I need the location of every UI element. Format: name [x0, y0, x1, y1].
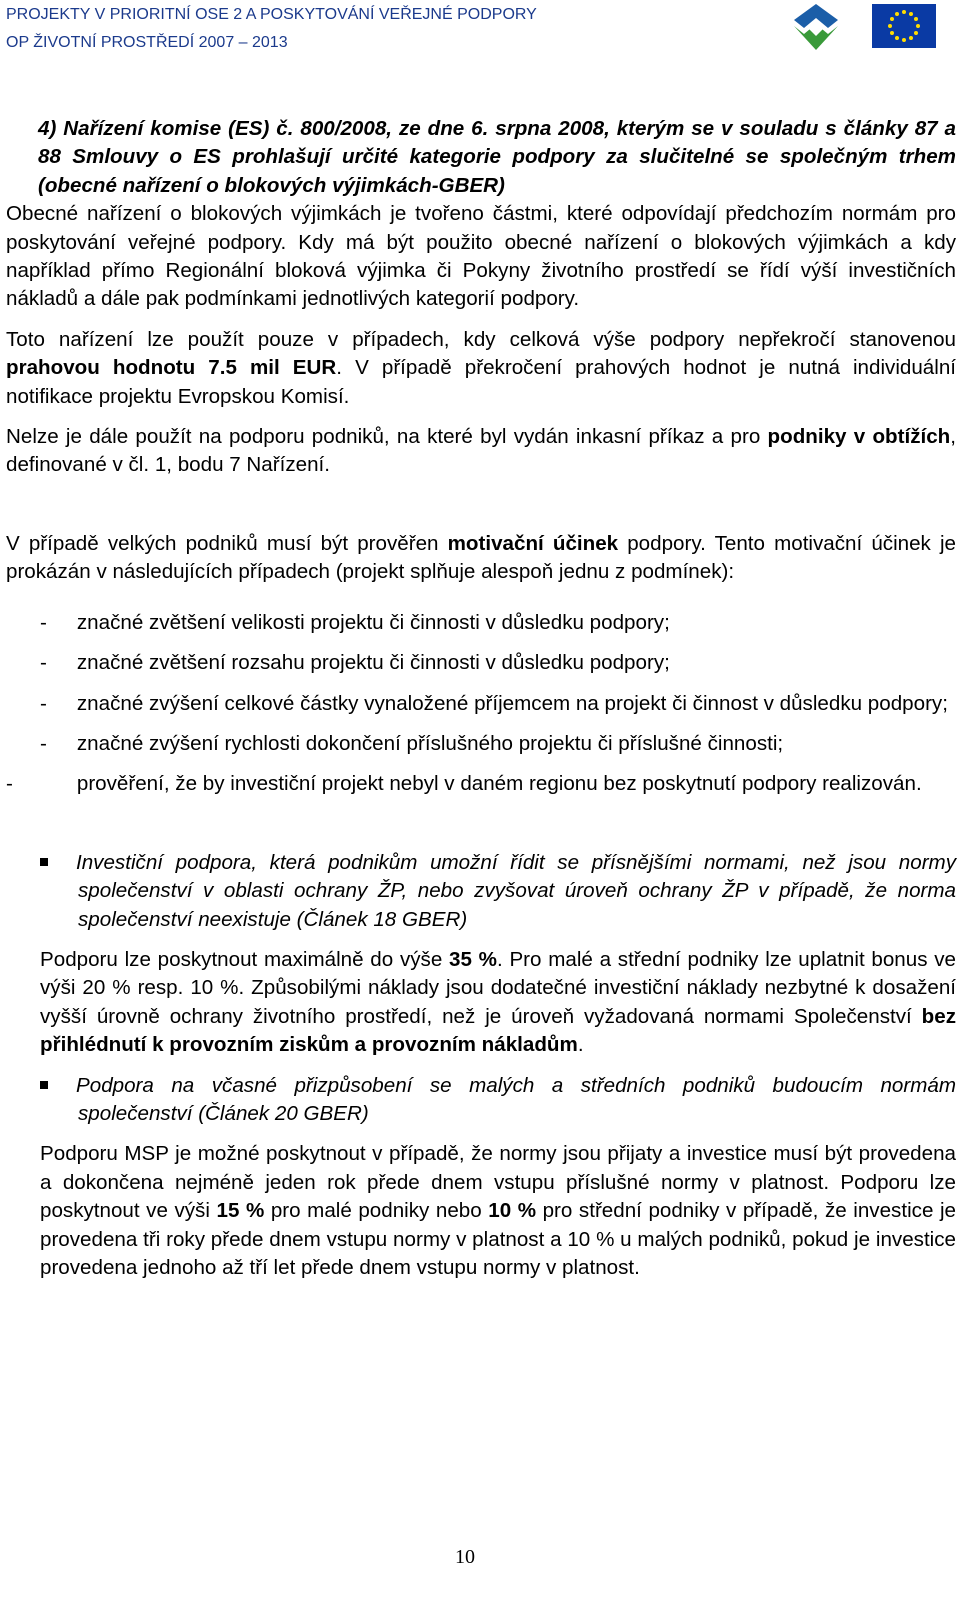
- square-bullet-icon: [40, 858, 48, 866]
- paragraph-incentive-effect: V případě velkých podniků musí být prověřen motivační účinek podpory. Tento motivační účinek je prokázán v následujících případech (projekt splňuje alespoň jednu z podmínek):: [6, 531, 957, 584]
- document-body: [6, 115, 956, 1282]
- paragraph-msp-aid: Podporu MSP je možné poskytnout v případě, že normy jsou přijaty a investice musí být provedena a dokončena nejméně jeden rok přede dnem vstupu příslušné normy v platnost. Podporu lze poskytnout ve výši 15 % pro malé podniky nebo 10 % pro střední podniky v případě, že investice je provedena tři roky přede dnem vstupu normy v platnost a 10 % u malých podniků, pokud je investice provedena jednoho až tří let přede dnem vstupu normy v platnost.: [40, 1142, 956, 1279]
- list-item-last: - prověření, že by investiční projekt nebyl v daném regionu bez poskytnutí podpory realizován.: [6, 772, 922, 796]
- paragraph-threshold: Toto nařízení lze použít pouze v případech, kdy celková výše podpory nepřekročí stanovenou prahovou hodnotu 7.5 mil EUR. V případě překročení prahových hodnot je nutná individuální notifikace projektu Evropskou Komisí.: [6, 327, 956, 408]
- eu-flag-icon: [872, 4, 936, 48]
- page-number: 10: [455, 1546, 475, 1568]
- paragraph-max-aid: Podporu lze poskytnout maximálně do výše 35 %. Pro malé a střední podniky lze uplatnit bonus ve výši 20 % resp. 10 %. Způsobilými náklady jsou dodatečné investiční náklady nezbytné k dosažení vyšší úrovně ochrany životního prostředí, než je úroveň vyžadovaná normami Společenství bez přihlédnutí k provozním ziskům a provozním nákladům.: [40, 947, 956, 1057]
- bullet-item-early-adaptation: Podpora na včasné přizpůsobení se malých a středních podniků budoucím normám společenství (Článek 20 GBER): [6, 1072, 956, 1129]
- list-item: - značné zvětšení velikosti projektu či činnosti v důsledku podpory;: [40, 610, 670, 634]
- list-item: - značné zvětšení rozsahu projektu či činnosti v důsledku podpory;: [40, 651, 670, 675]
- mop-logo-icon: [786, 2, 846, 54]
- bullet-item-investment-aid: Investiční podpora, která podnikům umožní řídit se přísnějšími normami, než jsou normy společenství v oblasti ochrany ŽP, nebo zvyšovat úroveň ochrany ŽP v případě, že norma společenství neexistuje (Článek 18 GBER): [6, 849, 956, 934]
- list-item: - značné zvýšení celkové částky vynaložené příjemcem na projekt či činnost v důsledku podpory;: [40, 691, 948, 715]
- page-header: [0, 0, 960, 70]
- square-bullet-icon: [40, 1081, 48, 1089]
- list-item: - značné zvýšení rychlosti dokončení příslušného projektu či příslušné činnosti;: [40, 731, 784, 755]
- header-title-line-2: OP ŽIVOTNÍ PROSTŘEDÍ 2007 – 2013: [6, 34, 288, 51]
- section-heading: 4) Nařízení komise (ES) č. 800/2008, ze dne 6. srpna 2008, kterým se v souladu s články 87 a 88 Smlouvy o ES prohlašují určité kategorie podpory za slučitelné se společným trhem (obecné nařízení o blokových výjimkách-GBER): [38, 117, 956, 197]
- paragraph-exclusions: Nelze je dále použít na podporu podniků, na které byl vydán inkasní příkaz a pro podniky v obtížích, definované v čl. 1, bodu 7 Nařízení.: [6, 425, 956, 477]
- header-title-line-1: PROJEKTY V PRIORITNÍ OSE 2 A POSKYTOVÁNÍ VEŘEJNÉ PODPORY: [6, 6, 537, 23]
- paragraph-gber-structure: Obecné nařízení o blokových výjimkách je tvořeno částmi, které odpovídají předchozím normám pro poskytování veřejné podpory. Kdy má být použito obecné nařízení o blokových výjimkách a kdy například přímo Regionální bloková výjimka či Pokyny životního prostředí se řídí výší investičních nákladů a dále pak podmínkami jednotlivých kategorií podpory.: [6, 202, 956, 311]
